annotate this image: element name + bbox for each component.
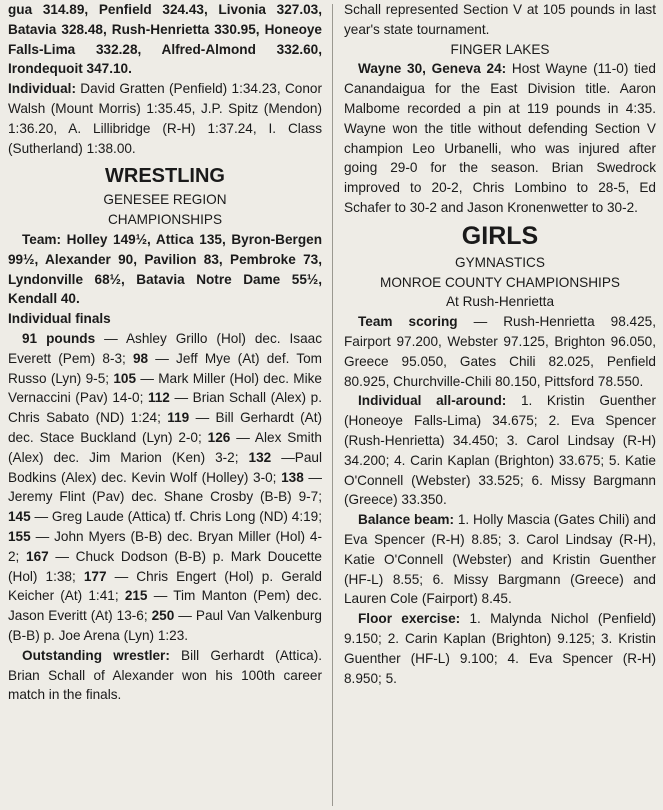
- wayne-geneva-story: Wayne 30, Geneva 24: Host Wayne (11-0) tied Canandaigua for the East Division title. Aaron Malbome recorded a pin at 119 pounds in 4:35. Wayne won the title without defending Section V champion Leo Urbanelli, who was injured after going 29-0 for the season. Brian Swedrock improved to 20-2, Chris Lombino to 28-5, Ed Schafer to 30-2 and Jason Kronenwetter to 30-2.: [344, 61, 656, 215]
- left-column: [8, 0, 322, 705]
- schall-note: Schall represented Section V at 105 pounds in last year's state tournament.: [344, 2, 656, 37]
- location-subheading: At Rush-Henrietta: [445, 294, 555, 310]
- monroe-county-subheading: MONROE COUNTY CHAMPIONSHIPS: [380, 274, 620, 290]
- wrestling-heading: WRESTLING: [105, 165, 225, 188]
- golf-team-results: gua 314.89, Penfield 324.43, Livonia 327.03, Batavia 328.48, Rush-Henrietta 330.95, Honeoye Falls-Lima 332.28, Alfred-Almond 332.60, Irondequoit 347.10.: [8, 2, 322, 77]
- weight-class-results: 91 pounds — Ashley Grillo (Hol) dec. Isaac Everett (Pem) 8-3; 98 — Jeff Mye (At) def. Tom Russo (Lyn) 9-5; 105 — Mark Miller (Hol) dec. Mike Vernaccini (Pav) 14-0; 112 — Brian Schall (Alex) p. Chris Sabato (ND) 1:24; 119 — Bill Gerhardt (At) dec. Stace Buckland (Lyn) 2-0; 126 — Alex Smith (Alex) dec. Jim Marion (Ken) 3-2; 132 —Paul Bodkins (Alex) dec. Kevin Wolf (Holley) 3-0; 138 — Jeremy Flint (Pav) dec. Shane Crosby (B-B) 9-7; 145 — Greg Laude (Attica) tf. Chris Long (ND) 4:19; 155 — John Myers (B-B) dec. Bryan Miller (Hol) 4-2; 167 — Chuck Dodson (B-B) p. Mark Doucette (Hol) 1:38; 177 — Chris Engert (Hol) p. Gerald Keicher (At) 1:41; 215 — Tim Manton (Pem) dec. Jason Everitt (At) 13-6; 250 — Paul Van Valkenburg (B-B) p. Joe Arena (Lyn) 1:23.: [8, 330, 323, 643]
- outstanding-wrestler: Outstanding wrestler: Bill Gerhardt (Attica). Brian Schall of Alexander won his 100th career match in the finals.: [8, 647, 323, 703]
- wrestling-team-results: Team: Holley 149½, Attica 135, Byron-Bergen 99½, Alexander 90, Pavilion 83, Pembroke 73, Lyndonville 68½, Batavia Notre Dame 55½, Kendall 40.: [8, 231, 322, 307]
- girls-heading: GIRLS: [461, 221, 539, 250]
- individual-finals-label: Individual finals: [8, 311, 111, 327]
- right-column: [344, 0, 656, 688]
- championships-subheading: CHAMPIONSHIPS: [107, 212, 223, 228]
- gymnastics-subheading: GYMNASTICS: [455, 254, 545, 270]
- individual-all-around: Individual all-around: 1. Kristin Guenther (Honeoye Falls-Lima) 34.675; 2. Eva Spencer (Rush-Henrietta) 34.450; 3. Carol Lindsay (R-H) 34.200; 4. Carin Kaplan (Brighton) 33.675; 5. Katie O'Connell (Webster) 33.525; 6. Missy Bargmann (Greece) 33.350.: [344, 393, 656, 508]
- column-divider: [332, 4, 333, 806]
- golf-individual-results: Individual: David Gratten (Penfield) 1:34.23, Conor Walsh (Mount Morris) 1:35.45, J.P. Spitz (Mendon) 1:36.20, A. Lillibridge (R-H) 1:37.24, I. Class (Sutherland) 1:38.00.: [8, 81, 322, 156]
- finger-lakes-subheading: FINGER LAKES: [450, 41, 550, 57]
- balance-beam: Balance beam: 1. Holly Mascia (Gates Chili) and Eva Spencer (R-H) 8.85; 3. Carol Lindsay (R-H), Katie O'Connell (Webster) and Kristin Guenther (HF-L) 8.55; 6. Missy Bargmann (Greece) and Lauren Cole (Fairport) 8.45.: [344, 512, 656, 607]
- team-scoring: Team scoring — Rush-Henrietta 98.425, Fairport 97.200, Webster 97.125, Brighton 96.050, Greece 95.050, Gates Chili 82.025, Penfield 80.925, Churchville-Chili 80.150, Pittsford 78.550.: [344, 314, 656, 389]
- genesee-region-subheading: GENESEE REGION: [103, 192, 227, 208]
- floor-exercise: Floor exercise: 1. Malynda Nichol (Penfield) 9.150; 2. Carin Kaplan (Brighton) 9.125; 3. Kristin Guenther (HF-L) 9.100; 4. Eva Spencer (R-H) 8.950; 5.: [344, 611, 656, 686]
